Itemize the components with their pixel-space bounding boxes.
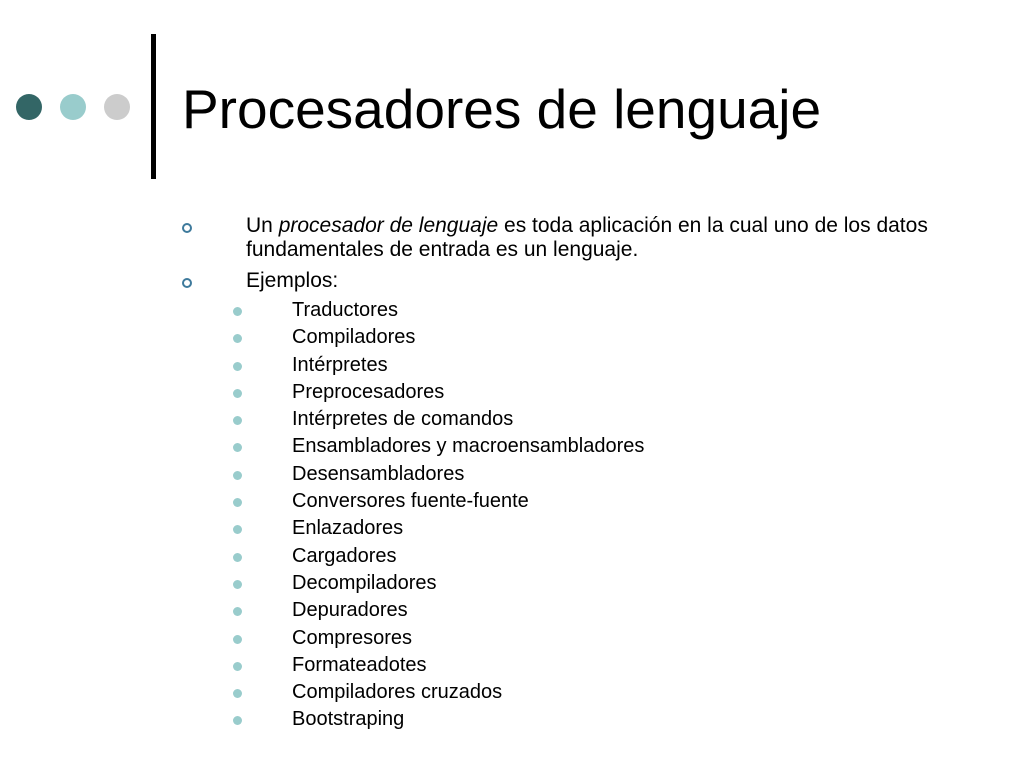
examples-heading: Ejemplos: xyxy=(246,269,339,292)
example-label: Compresores xyxy=(292,626,413,649)
ring-bullet-icon xyxy=(182,223,192,233)
dot-bullet-icon xyxy=(233,498,242,507)
dot-bullet-icon xyxy=(233,389,242,398)
dot-bullet-icon xyxy=(233,307,242,316)
dot-bullet-icon xyxy=(233,334,242,343)
dot-bullet-icon xyxy=(233,553,242,562)
examples-list xyxy=(180,297,980,734)
example-item xyxy=(180,706,980,733)
dot-bullet-icon xyxy=(233,362,242,371)
example-label: Compiladores xyxy=(292,326,416,349)
dot-bullet-icon xyxy=(233,416,242,425)
definition-term: procesador de lenguaje xyxy=(278,214,499,237)
example-item xyxy=(180,543,980,570)
dot-bullet-icon xyxy=(233,471,242,480)
example-item xyxy=(180,597,980,624)
slide-title: Procesadores de lenguaje xyxy=(182,78,822,140)
bullet-examples xyxy=(180,269,980,293)
dot-bullet-icon xyxy=(233,443,242,452)
definition-suffix: es toda aplicación en la cual uno de los datos fundamentales de entrada es un lenguaje. xyxy=(246,214,928,261)
example-label: Traductores xyxy=(292,299,398,321)
example-item xyxy=(180,297,980,324)
dot-bullet-icon xyxy=(233,716,242,725)
example-label: Enlazadores xyxy=(292,517,404,540)
example-label: Preprocesadores xyxy=(292,380,445,403)
example-item xyxy=(180,488,980,515)
example-label: Decompiladores xyxy=(292,571,437,594)
decorative-dot-dark xyxy=(16,94,42,120)
example-item xyxy=(180,433,980,460)
example-label: Compiladores cruzados xyxy=(292,681,503,704)
example-label: Cargadores xyxy=(292,544,397,567)
example-label: Intérpretes xyxy=(292,353,388,376)
dot-bullet-icon xyxy=(233,607,242,616)
ring-bullet-icon xyxy=(182,278,192,288)
example-item xyxy=(180,625,980,652)
decorative-dot-gray xyxy=(104,94,130,120)
example-label: Depuradores xyxy=(292,599,408,622)
example-label: Formateadotes xyxy=(292,653,427,676)
example-item xyxy=(180,679,980,706)
definition-prefix: Un xyxy=(246,214,279,237)
example-label: Desensambladores xyxy=(292,462,465,485)
example-item xyxy=(180,352,980,379)
example-item xyxy=(180,324,980,351)
example-item xyxy=(180,652,980,679)
dot-bullet-icon xyxy=(233,662,242,671)
example-label: Ensambladores y macroensambladores xyxy=(292,435,645,458)
example-label: Bootstraping xyxy=(292,708,405,731)
decorative-dot-teal xyxy=(60,94,86,120)
dot-bullet-icon xyxy=(233,580,242,589)
bullet-definition xyxy=(180,214,980,262)
example-label: Intérpretes de comandos xyxy=(292,408,514,431)
example-item xyxy=(180,406,980,433)
example-item xyxy=(180,515,980,542)
title-divider xyxy=(151,34,156,179)
dot-bullet-icon xyxy=(233,689,242,698)
example-label: Conversores fuente-fuente xyxy=(292,490,529,513)
dot-bullet-icon xyxy=(233,635,242,644)
slide-body xyxy=(180,214,980,734)
dot-bullet-icon xyxy=(233,525,242,534)
example-item xyxy=(180,461,980,488)
example-item xyxy=(180,570,980,597)
example-item xyxy=(180,379,980,406)
